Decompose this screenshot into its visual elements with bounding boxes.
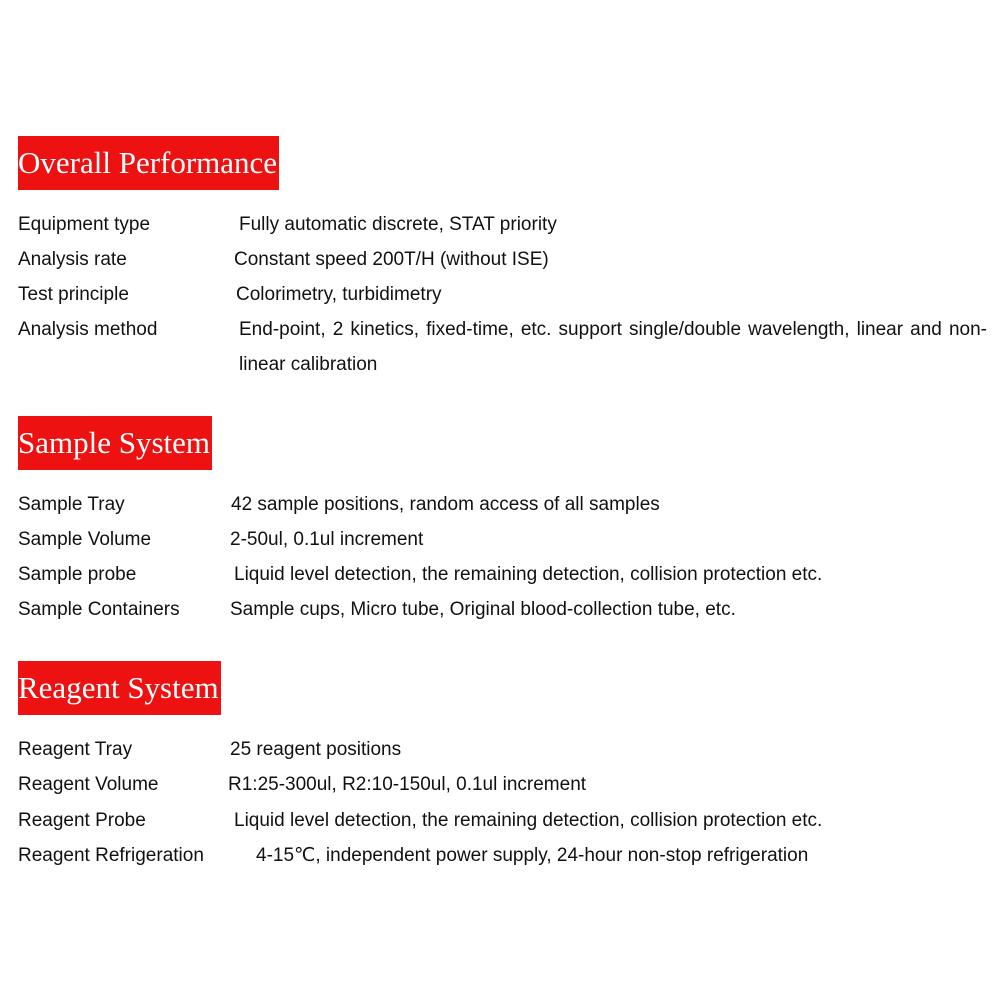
spec-value: R1:25-300ul, R2:10-150ul, 0.1ul increment (228, 774, 587, 795)
spec-label: Sample Volume (18, 529, 152, 550)
section-heading-sample-system: Sample System (18, 416, 212, 470)
spec-label: Reagent Tray (18, 739, 133, 760)
spec-value: Fully automatic discrete, STAT priority (239, 214, 557, 235)
section-sample-system (18, 416, 988, 620)
spec-value: 25 reagent positions (230, 739, 402, 760)
spec-label: Reagent Refrigeration (18, 845, 204, 866)
spec-value: 4-15℃, independent power supply, 24-hour non-stop refrigeration (256, 845, 809, 866)
spec-value: End-point, 2 kinetics, fixed-time, etc. support single/double wavelength, linear and non-linear calibration (239, 319, 987, 375)
spec-value: Liquid level detection, the remaining detection, collision protection etc. (234, 564, 823, 585)
spec-label: Sample Tray (18, 494, 125, 515)
spec-label: Sample probe (18, 564, 137, 585)
spec-value: Constant speed 200T/H (without ISE) (234, 249, 549, 270)
section-reagent-system (18, 661, 988, 866)
section-heading-overall-performance: Overall Performance (18, 136, 279, 190)
spec-value: 42 sample positions, random access of all samples (231, 494, 660, 515)
spec-value: Colorimetry, turbidimetry (236, 284, 442, 305)
section-overall-performance (18, 136, 988, 375)
spec-value: Liquid level detection, the remaining detection, collision protection etc. (234, 810, 823, 831)
spec-label: Analysis rate (18, 249, 127, 270)
spec-label: Analysis method (18, 319, 158, 340)
spec-label: Test principle (18, 284, 129, 305)
spec-label: Reagent Probe (18, 810, 146, 831)
section-heading-reagent-system: Reagent System (18, 661, 221, 715)
spec-value: 2-50ul, 0.1ul increment (230, 529, 424, 550)
spec-value: Sample cups, Micro tube, Original blood-collection tube, etc. (230, 599, 736, 620)
spec-label: Sample Containers (18, 599, 180, 620)
spec-label: Equipment type (18, 214, 151, 235)
spec-label: Reagent Volume (18, 774, 159, 795)
